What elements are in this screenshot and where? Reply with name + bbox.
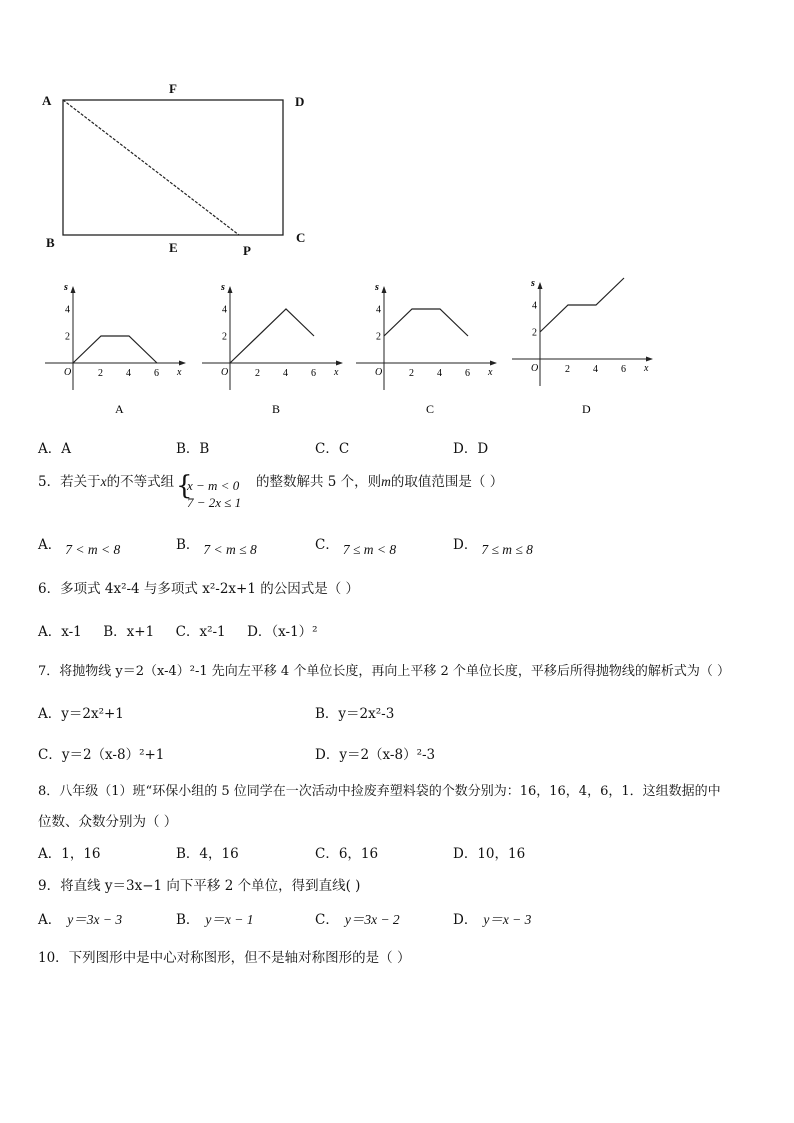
q7-option-d[interactable]: D．y＝2（x-8）²-3 bbox=[315, 747, 436, 763]
q9-option-a-letter: A． bbox=[38, 912, 62, 928]
graph-c-line bbox=[384, 309, 468, 336]
q8-option-b[interactable]: B．4，16 bbox=[176, 846, 239, 862]
graph-c-ytick-2: 2 bbox=[376, 331, 381, 343]
q7-option-a[interactable]: A．y＝2x²+1 bbox=[38, 706, 124, 722]
label-E: E bbox=[169, 240, 178, 255]
label-A: A bbox=[42, 93, 52, 108]
label-F: F bbox=[169, 81, 177, 96]
q4-option-a[interactable]: A．A bbox=[38, 441, 71, 457]
q5-inequality-1: x − m < 0 bbox=[187, 478, 240, 493]
q7-option-c[interactable]: C．y＝2（x-8）²+1 bbox=[38, 747, 165, 763]
q5-option-c[interactable] bbox=[315, 533, 397, 557]
graph-d-ytick-4: 4 bbox=[532, 300, 537, 312]
graph-c-xlabel: x bbox=[488, 367, 493, 378]
q6-options[interactable]: A．x-1 B．x+1 C．x²-1 D．（x-1）² bbox=[38, 624, 318, 640]
q4-option-c[interactable]: C．C bbox=[315, 441, 350, 457]
q5-option-b-expr: 7 < m ≤ 8 bbox=[203, 542, 257, 557]
rectangle-figure bbox=[0, 0, 794, 270]
q5-option-d[interactable] bbox=[453, 533, 533, 557]
graph-b-line bbox=[230, 309, 314, 363]
q5-system bbox=[187, 477, 241, 511]
q5-stem-tail bbox=[256, 470, 503, 490]
graph-b-ylabel: s bbox=[221, 282, 225, 293]
q10-stem: 10．下列图形中是中心对称图形，但不是轴对称图形的是（ ） bbox=[38, 950, 411, 966]
graph-a-xtick-2: 2 bbox=[98, 368, 103, 379]
q8-option-c[interactable]: C．6，16 bbox=[315, 846, 379, 862]
q8-option-d[interactable]: D．10，16 bbox=[453, 846, 526, 862]
graph-c-origin: O bbox=[375, 367, 383, 378]
graph-b-ytick-2: 2 bbox=[222, 331, 227, 343]
graph-a-xlabel: x bbox=[177, 367, 182, 378]
q5-option-b[interactable] bbox=[176, 533, 257, 557]
q5-brace: { bbox=[176, 471, 193, 501]
graph-d-x-arrow bbox=[646, 357, 653, 362]
q5-option-a[interactable] bbox=[38, 533, 121, 557]
q4-option-d[interactable]: D．D bbox=[453, 441, 489, 457]
q5-option-b-letter: B． bbox=[176, 537, 200, 553]
q5-option-c-letter: C． bbox=[315, 537, 339, 553]
q7-stem: 7．将抛物线 y＝2（x-4）²-1 先向左平移 4 个单位长度，再向上平移 2 个单位长度，平移后所得抛物线的解析式为（ ） bbox=[38, 664, 730, 679]
option-graphs bbox=[0, 270, 794, 420]
q9-option-d-expr: y＝x − 3 bbox=[483, 912, 532, 927]
graph-d-xtick-4: 4 bbox=[593, 364, 598, 375]
label-C: C bbox=[296, 230, 306, 245]
graph-b-caption: B bbox=[272, 402, 281, 416]
q5-var-m: m bbox=[381, 474, 391, 489]
graph-b-x-arrow bbox=[336, 361, 343, 366]
label-B: B bbox=[46, 235, 55, 250]
graph-c-caption: C bbox=[426, 402, 435, 416]
q9-option-d-letter: D． bbox=[453, 912, 478, 928]
graph-c-xtick-4: 4 bbox=[437, 368, 442, 379]
graph-a-origin: O bbox=[64, 367, 72, 378]
graph-d-ylabel: s bbox=[531, 278, 535, 289]
q9-option-d[interactable] bbox=[453, 908, 531, 928]
q9-option-a-expr: y＝3x − 3 bbox=[67, 912, 123, 927]
q6-stem: 6．多项式 4x²-4 与多项式 x²-2x+1 的公因式是（ ） bbox=[38, 581, 360, 597]
q9-option-b-expr: y＝x − 1 bbox=[205, 912, 254, 927]
q9-option-b-letter: B． bbox=[176, 912, 200, 928]
label-P: P bbox=[243, 243, 251, 258]
q9-option-a[interactable] bbox=[38, 908, 122, 928]
graph-c-ytick-4: 4 bbox=[376, 304, 381, 316]
graph-d-ytick-2: 2 bbox=[532, 327, 537, 339]
q5-option-d-expr: 7 ≤ m ≤ 8 bbox=[481, 542, 533, 557]
graph-b-xtick-2: 2 bbox=[255, 368, 260, 379]
graph-b-ytick-4: 4 bbox=[222, 304, 227, 316]
graph-a-ylabel: s bbox=[64, 282, 68, 293]
q5-option-c-expr: 7 ≤ m < 8 bbox=[342, 542, 397, 557]
label-D: D bbox=[295, 94, 305, 109]
q5-option-a-letter: A． bbox=[38, 537, 62, 553]
graph-d-caption: D bbox=[582, 402, 591, 416]
graph-b-origin: O bbox=[221, 367, 229, 378]
q5-suffix: 的取值范围是（ ） bbox=[390, 474, 504, 490]
graph-a-ytick-4: 4 bbox=[65, 304, 70, 316]
graph-b-xtick-6: 6 bbox=[311, 368, 316, 379]
q4-option-b[interactable]: B．B bbox=[176, 441, 210, 457]
graph-a-x-arrow bbox=[179, 361, 186, 366]
graph-c-ylabel: s bbox=[375, 282, 379, 293]
q9-option-c-letter: C． bbox=[315, 912, 339, 928]
q5-var-x: x bbox=[100, 474, 107, 489]
q5-option-d-letter: D． bbox=[453, 537, 478, 553]
graph-c-y-arrow bbox=[382, 286, 387, 293]
graph-a-y-arrow bbox=[71, 286, 76, 293]
graph-d-line bbox=[540, 278, 624, 332]
graph-c-x-arrow bbox=[490, 361, 497, 366]
graph-d-origin: O bbox=[531, 363, 539, 374]
q7-option-b[interactable]: B．y＝2x²-3 bbox=[315, 706, 395, 722]
q5-after: 的整数解共 5 个，则 bbox=[256, 474, 382, 490]
graph-b-xlabel: x bbox=[334, 367, 339, 378]
q5-stem bbox=[38, 470, 174, 490]
rectangle-abcd bbox=[63, 100, 283, 235]
q5-prefix: 5．若关于 bbox=[38, 474, 101, 490]
q9-option-c-expr: y＝3x − 2 bbox=[344, 912, 400, 927]
graph-a-xtick-6: 6 bbox=[154, 368, 159, 379]
graph-d-xlabel: x bbox=[644, 363, 649, 374]
graph-b-y-arrow bbox=[228, 286, 233, 293]
graph-c-xtick-2: 2 bbox=[409, 368, 414, 379]
q8-stem-line1: 8．八年级（1）班“环保小组的 5 位同学在一次活动中捡废弃塑料袋的个数分别为：16，16，4，6，1．这组数据的中 bbox=[38, 784, 721, 799]
q5-inequality-2: 7 − 2x ≤ 1 bbox=[187, 495, 242, 510]
q5-option-a-expr: 7 < m < 8 bbox=[65, 542, 121, 557]
graph-c-xtick-6: 6 bbox=[465, 368, 470, 379]
graph-b-xtick-4: 4 bbox=[283, 368, 288, 379]
graph-a-ytick-2: 2 bbox=[65, 331, 70, 343]
q9-option-c[interactable] bbox=[315, 908, 400, 928]
graph-a-xtick-4: 4 bbox=[126, 368, 131, 379]
graph-d-xtick-2: 2 bbox=[565, 364, 570, 375]
q8-stem-line2: 位数、众数分别为（ ） bbox=[38, 814, 178, 830]
q5-mid: 的不等式组 bbox=[106, 474, 175, 490]
graph-d-xtick-6: 6 bbox=[621, 364, 626, 375]
graph-a-caption: A bbox=[115, 402, 124, 416]
q9-stem: 9．将直线 y＝3x−1 向下平移 2 个单位，得到直线( ) bbox=[38, 878, 361, 894]
graph-a-line bbox=[73, 336, 157, 363]
q9-option-b[interactable] bbox=[176, 908, 254, 928]
graph-d-y-arrow bbox=[538, 282, 543, 289]
diagonal-ap bbox=[63, 100, 239, 235]
q8-option-a[interactable]: A．1，16 bbox=[38, 846, 101, 862]
